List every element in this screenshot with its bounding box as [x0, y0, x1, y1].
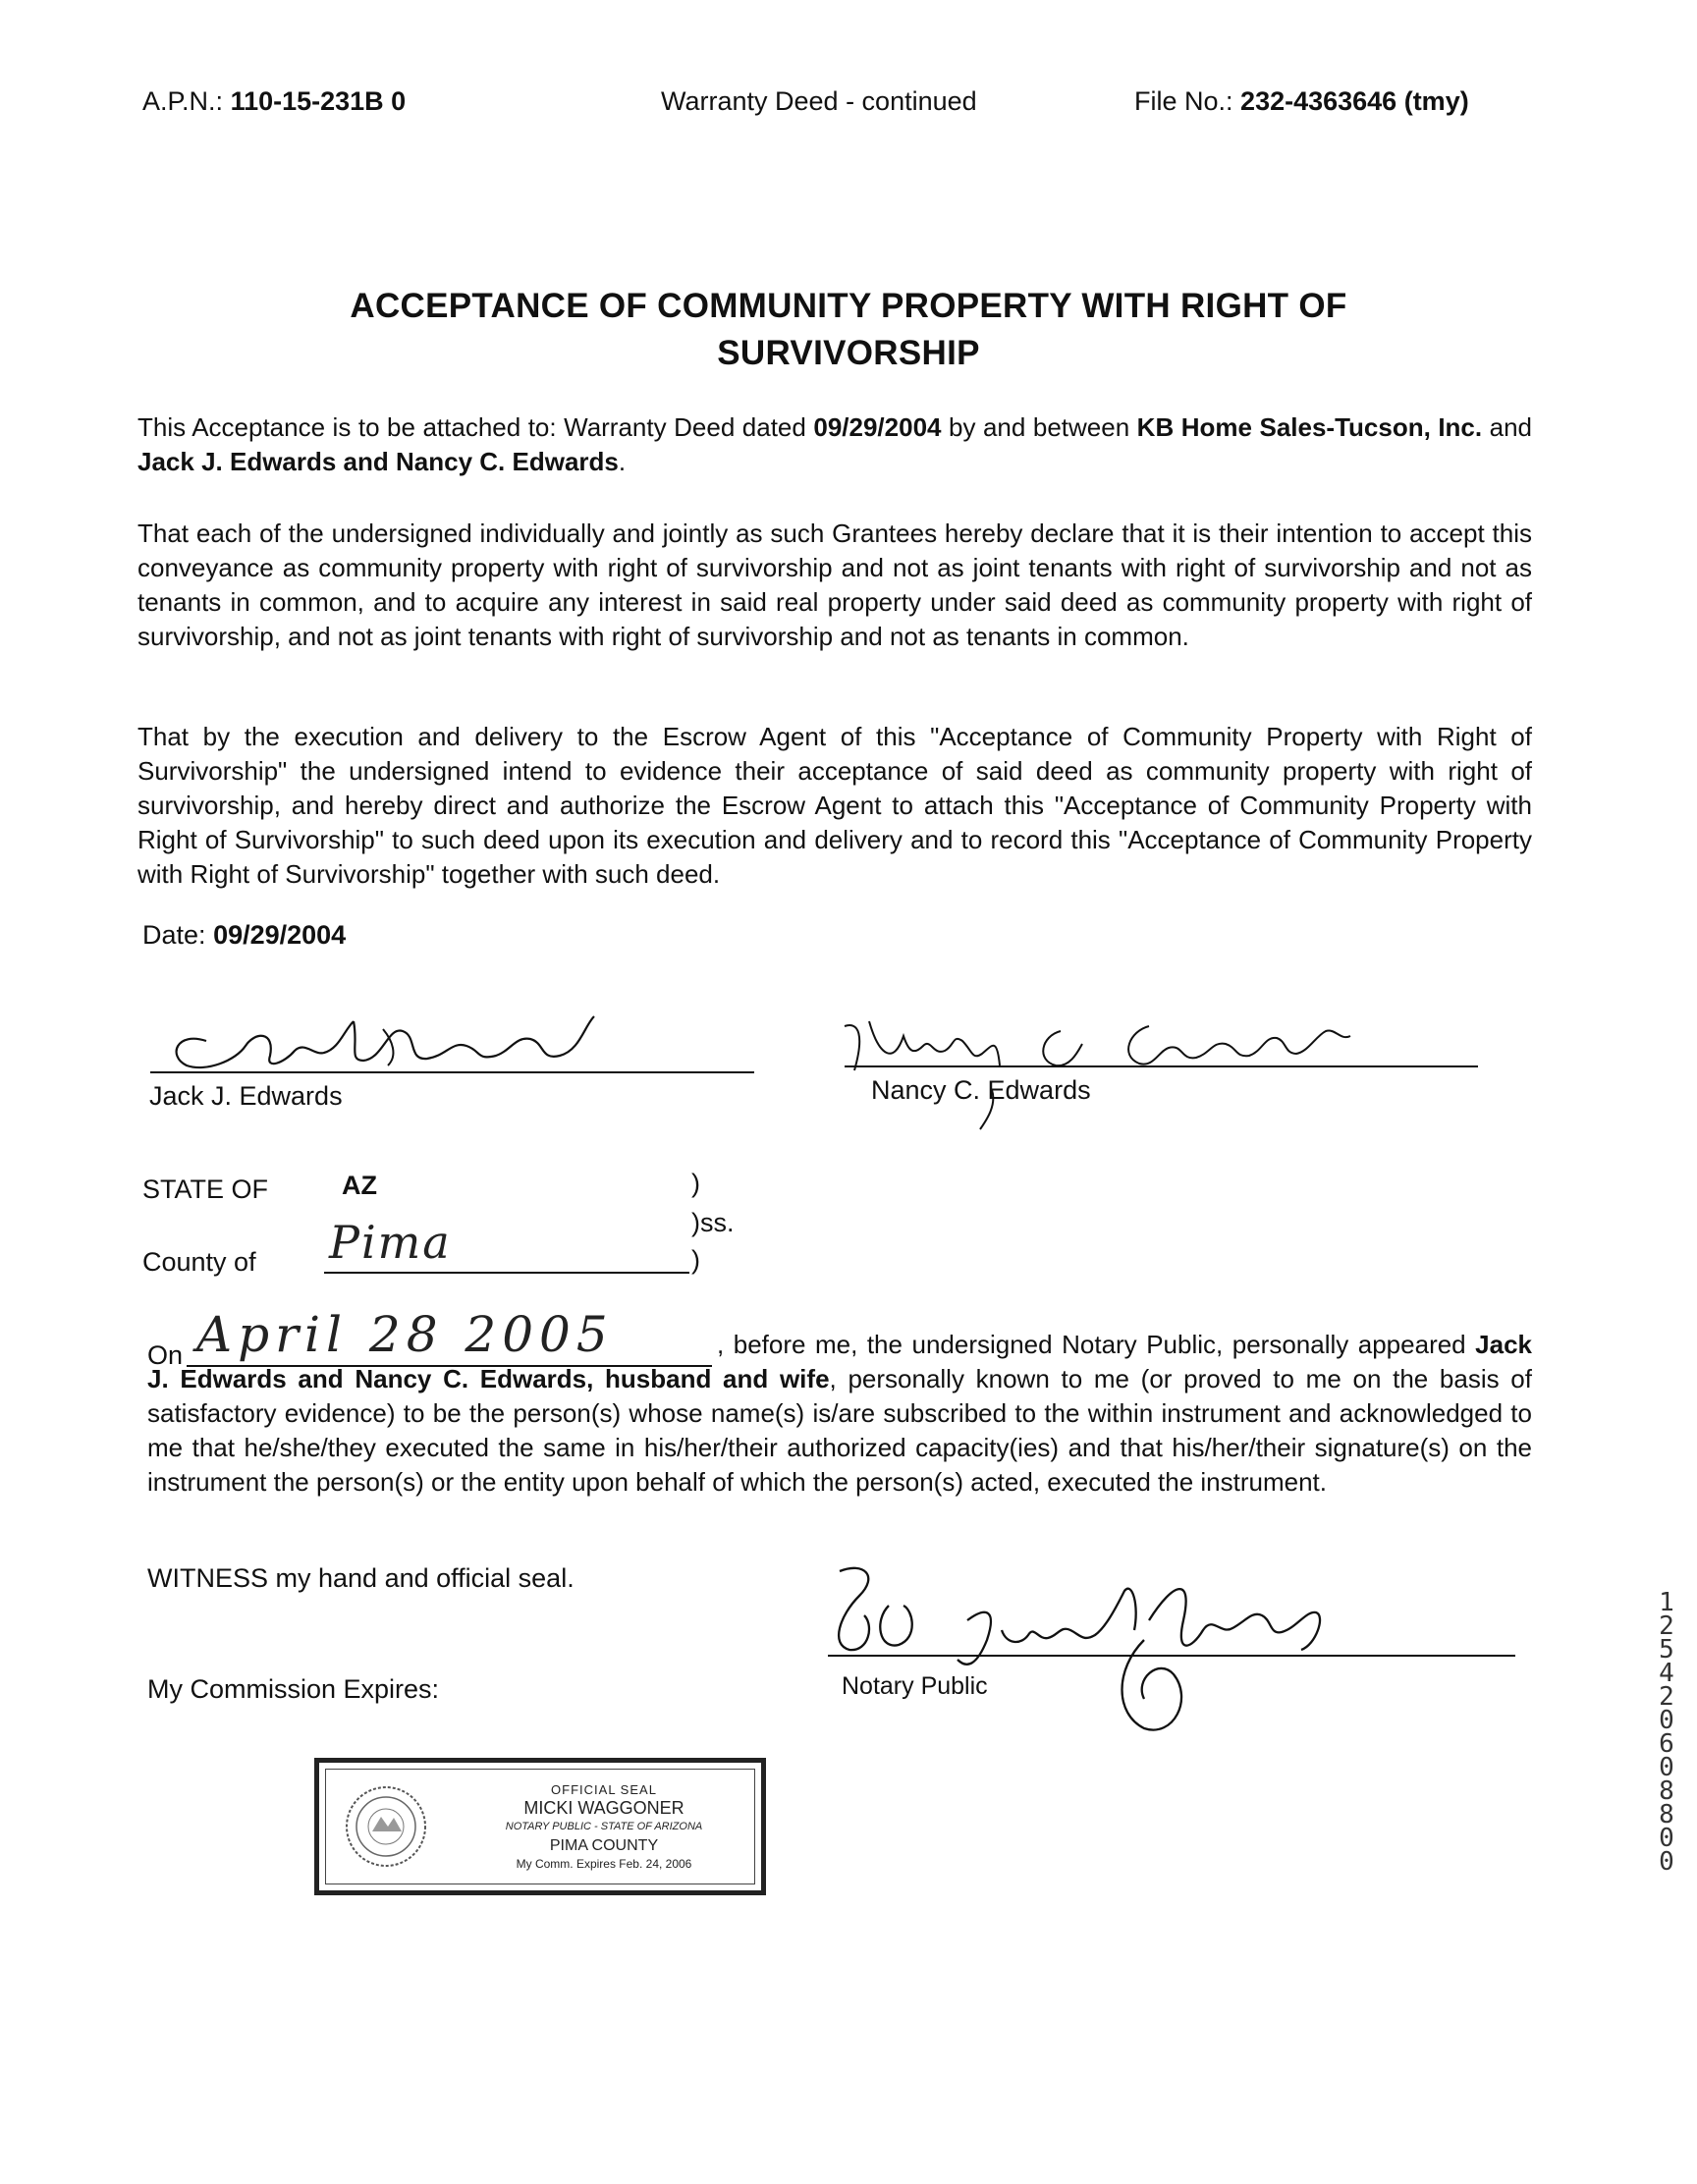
document-title — [0, 283, 1697, 377]
seal-line-3: NOTARY PUBLIC - STATE OF ARIZONA — [505, 1821, 703, 1832]
venue-paren-3: ) — [691, 1245, 700, 1275]
seal-line-5: My Comm. Expires Feb. 24, 2006 — [516, 1857, 692, 1871]
state-label: STATE OF — [142, 1174, 268, 1204]
notary-names: Jack J. Edwards and Nancy C. Edwards, husband and wife — [147, 1330, 1532, 1393]
grantor-name: KB Home Sales-Tucson, Inc. — [1136, 412, 1483, 442]
apn-label: A.P.N.: — [142, 86, 224, 116]
seal-line-2: MICKI WAGGONER — [523, 1798, 684, 1818]
notary-text-2: , personally known to me (or proved to me on the basis of satisfactory evidence) to be the person(s) whose name(s) is/are subscribed to the within instrument and acknowledged to me that he/she/they executed the same in his/her/their authorized capacity(ies) and that his/her/their signature(s) on the instrument the person(s) or the entity upon behalf of which the person(s) acted, executed the instrument. — [147, 1364, 1532, 1497]
date-label: Date: — [142, 920, 206, 950]
jack-signature-icon — [147, 1002, 638, 1080]
notary-seal — [314, 1758, 766, 1895]
intro-text-3: and — [1482, 412, 1532, 442]
intention-paragraph: That each of the undersigned individually and jointly as such Grantees hereby declare that it is their intention to accept this conveyance as community property with right of survivorship and not as joint tenants with right of survivorship and not as tenants in common, and to acquire any interest in said real property under said deed as community property with right of survivorship, and not as joint tenants with right of survivorship and not as tenants in common. — [137, 519, 1532, 651]
file-value: 232-4363646 (tmy) — [1240, 86, 1469, 116]
venue-ss: )ss. — [691, 1208, 735, 1237]
on-label: On — [147, 1340, 184, 1370]
commission-expires-label: My Commission Expires: — [147, 1674, 440, 1704]
date-value: 09/29/2004 — [213, 920, 347, 950]
apn-value: 110-15-231B 0 — [230, 86, 407, 116]
title-line-1: ACCEPTANCE OF COMMUNITY PROPERTY WITH RIGHT OF — [350, 287, 1347, 325]
intro-text-1: This Acceptance is to be attached to: Warranty Deed dated — [137, 412, 814, 442]
authorization-paragraph: That by the execution and delivery to the Escrow Agent of this "Acceptance of Community Property with Right of Survivorship" the undersigned intend to evidence their acceptance of said deed as community property with right of survivorship, and hereby direct and authorize the Escrow Agent to attach this "Acceptance of Community Property with Right of Survivorship" to such deed upon its execution and delivery and to record this "Acceptance of Community Property with Right of Survivorship" together with such deed. — [137, 722, 1532, 889]
notary-date-handwritten: April 28 2005 — [196, 1306, 614, 1363]
left-signer-name: Jack J. Edwards — [149, 1081, 343, 1111]
notary-signature-icon — [820, 1552, 1390, 1738]
witness-statement: WITNESS my hand and official seal. — [147, 1563, 575, 1593]
county-line — [324, 1272, 689, 1274]
file-number — [1134, 86, 1469, 117]
header-center: Warranty Deed - continued — [661, 86, 977, 116]
nancy-signature-icon — [825, 997, 1414, 1134]
apn — [142, 86, 406, 117]
file-label: File No.: — [1134, 86, 1233, 116]
county-handwritten: Pima — [329, 1216, 452, 1269]
seal-line-4: PIMA COUNTY — [549, 1837, 659, 1854]
arizona-seal-icon — [337, 1782, 435, 1871]
deed-date: 09/29/2004 — [813, 412, 942, 442]
date-line — [142, 920, 346, 951]
intro-text-2: by and between — [941, 412, 1137, 442]
right-signer-name: Nancy C. Edwards — [871, 1075, 1091, 1105]
seal-text — [466, 1780, 741, 1874]
side-recording-number: 12542 0608800 — [1659, 1588, 1674, 1877]
title-line-2: SURVIVORSHIP — [717, 334, 980, 372]
seal-line-1: OFFICIAL SEAL — [551, 1782, 657, 1797]
grantee-names: Jack J. Edwards and Nancy C. Edwards — [137, 447, 619, 476]
intro-paragraph — [137, 410, 1532, 479]
notary-public-label: Notary Public — [842, 1672, 988, 1700]
intro-text-4: . — [618, 447, 627, 476]
notary-paragraph — [147, 1328, 1532, 1500]
venue-paren-1: ) — [691, 1169, 700, 1198]
state-value: AZ — [342, 1171, 377, 1200]
notary-text-1: , before me, the undersigned Notary Public, personally appeared — [717, 1330, 1476, 1359]
county-label: County of — [142, 1247, 256, 1277]
